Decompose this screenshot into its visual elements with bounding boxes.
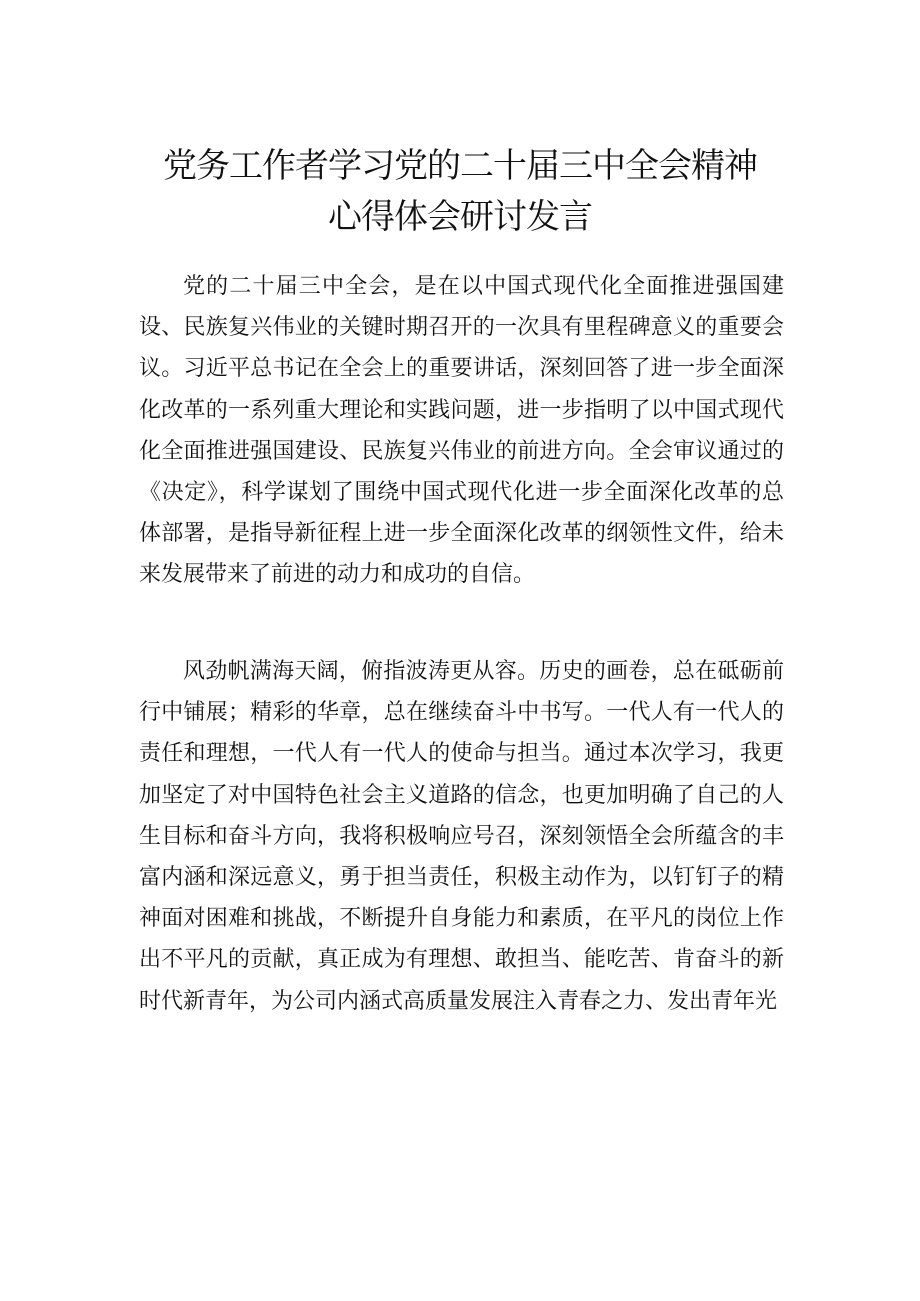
body-paragraph-2: 风劲帆满海天阔，俯指波涛更从容。历史的画卷，总在砥砺前行中铺展；精彩的华章，总在继续奋斗中书写。一代人有一代人的责任和理想，一代人有一代人的使命与担当。通过本次学习，我更加坚定了对中国特色社会主义道路的信念，也更加明确了自己的人生目标和奋斗方向，我将积极响应号召，深刻领悟全会所蕴含的丰富内涵和深远意义，勇于担当责任，积极主动作为，以钉钉子的精神面对困难和挑战，不断提升自身能力和素质，在平凡的岗位上作出不平凡的贡献，真正成为有理想、敢担当、能吃苦、肯奋斗的新时代新青年，为公司内涵式高质量发展注入青春之力、发出青年光 <box>139 659 784 1014</box>
document-title-line-1: 党务工作者学习党的二十届三中全会精神 <box>163 146 757 186</box>
document-title-line-2: 心得体会研讨发言 <box>328 197 592 237</box>
body-paragraph-1: 党的二十届三中全会，是在以中国式现代化全面推进强国建设、民族复兴伟业的关键时期召开的一次具有里程碑意义的重要会议。习近平总书记在全会上的重要讲话，深刻回答了进一步全面深化改革的一系列重大理论和实践问题，进一步指明了以中国式现代化全面推进强国建设、民族复兴伟业的前进方向。全会审议通过的《决定》，科学谋划了围绕中国式现代化进一步全面深化改革的总体部署，是指导新征程上进一步全面深化改革的纲领性文件，给未来发展带来了前进的动力和成功的自信。 <box>139 274 784 588</box>
